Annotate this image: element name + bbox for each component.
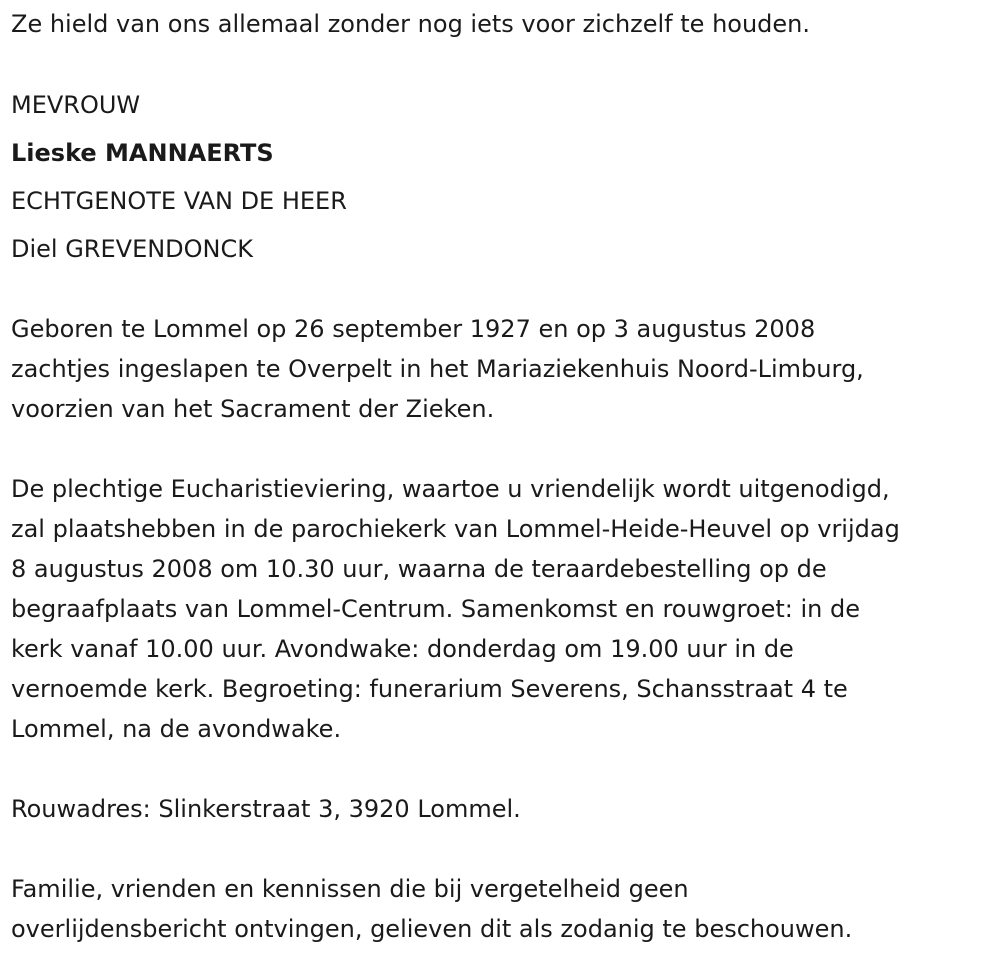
spouse-relation: ECHTGENOTE VAN DE HEER <box>11 187 347 215</box>
birth-death-line: Geboren te Lommel op 26 september 1927 en op 3 augustus 2008 <box>11 315 816 343</box>
notice-line: overlijdensbericht ontvingen, gelieven dit als zodanig te beschouwen. <box>11 915 853 943</box>
ceremony-line: zal plaatshebben in de parochiekerk van Lommel-Heide-Heuvel op vrijdag <box>11 515 900 543</box>
ceremony-line: begraafplaats van Lommel-Centrum. Samenkomst en rouwgroet: in de <box>11 595 860 623</box>
notice-line: Familie, vrienden en kennissen die bij vergetelheid geen <box>11 875 689 903</box>
ceremony-line: 8 augustus 2008 om 10.30 uur, waarna de teraardebestelling op de <box>11 555 827 583</box>
ceremony-line: kerk vanaf 10.00 uur. Avondwake: donderdag om 19.00 uur in de <box>11 635 794 663</box>
ceremony-line: vernoemde kerk. Begroeting: funerarium Severens, Schansstraat 4 te <box>11 675 848 703</box>
ceremony-line: Lommel, na de avondwake. <box>11 715 342 743</box>
ceremony-line: De plechtige Eucharistieviering, waartoe u vriendelijk wordt uitgenodigd, <box>11 475 890 503</box>
honorific-title: MEVROUW <box>11 91 141 119</box>
birth-death-line: zachtjes ingeslapen te Overpelt in het Mariaziekenhuis Noord-Limburg, <box>11 355 864 383</box>
mourning-address: Rouwadres: Slinkerstraat 3, 3920 Lommel. <box>11 795 521 823</box>
birth-death-line: voorzien van het Sacrament der Zieken. <box>11 395 495 423</box>
spouse-name: Diel GREVENDONCK <box>11 235 254 263</box>
intro-line: Ze hield van ons allemaal zonder nog iets voor zichzelf te houden. <box>11 10 811 38</box>
deceased-name: Lieske MANNAERTS <box>11 139 274 167</box>
